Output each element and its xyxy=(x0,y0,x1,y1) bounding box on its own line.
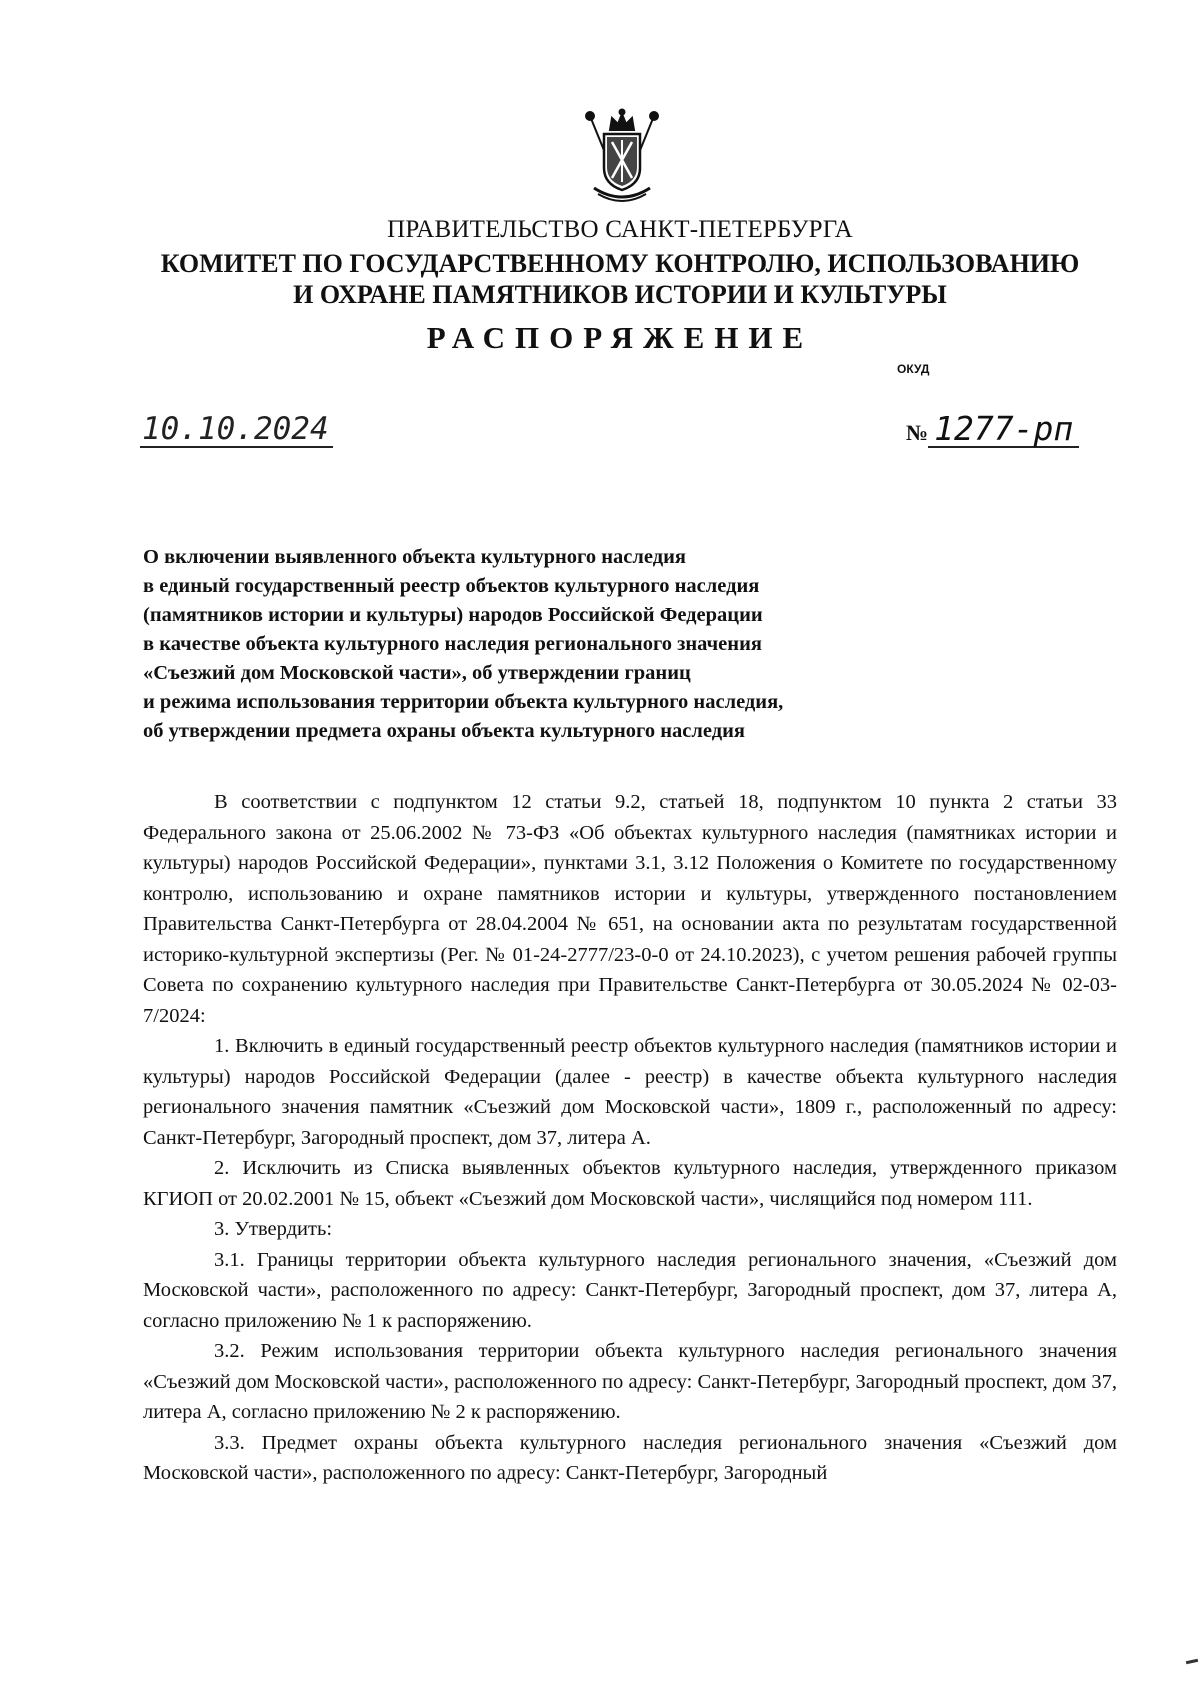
subject-line: «Съезжий дом Московской части», об утверждении границ xyxy=(143,662,691,684)
subject-line: об утверждении предмета охраны объекта культурного наследия xyxy=(143,720,745,742)
coat-of-arms-icon xyxy=(582,108,662,208)
committee-name-line-2: И ОХРАНЕ ПАМЯТНИКОВ ИСТОРИИ И КУЛЬТУРЫ xyxy=(293,280,947,309)
government-name: ПРАВИТЕЛЬСТВО САНКТ-ПЕТЕРБУРГА xyxy=(387,216,853,243)
subject-line: (памятников истории и культуры) народов Российской Федерации xyxy=(143,604,763,626)
subject-line: в единый государственный реестр объектов культурного наследия xyxy=(143,575,760,597)
scan-mark xyxy=(1186,1659,1198,1664)
document-type-title: РАСПОРЯЖЕНИЕ xyxy=(426,320,814,355)
okud-label: ОКУД xyxy=(897,362,930,376)
item-2-paragraph: 2. Исключить из Списка выявленных объектов культурного наследия, утвержденного приказом КГИОП от 20.02.2001 № 15, объект «Съезжий дом Московской части», числящийся под номером 111. xyxy=(143,1157,1117,1210)
preamble-paragraph: В соответствии с подпунктом 12 статьи 9.2, статьей 18, подпунктом 10 пункта 2 статьи 33 Федерального закона от 25.06.2002 № 73-ФЗ «Об объектах культурного наследия (памятниках истории и культуры) народов Российской Федерации», пунктами 3.1, 3.12 Положения о Комитете по государственному контролю, использованию и охране памятников истории и культуры, утвержденного постановлением Правительства Санкт-Петербурга от 28.04.2004 № 651, на основании акта по результатам государственной историко-культурной экспертизы (Рег. № 01-24-2777/23-0-0 от 24.10.2023), с учетом решения рабочей группы Совета по сохранению культурного наследия при Правительстве Санкт-Петербурга от 30.05.2024 № 02-03-7/2024: xyxy=(143,791,1117,1027)
subject-line: в качестве объекта культурного наследия регионального значения xyxy=(143,633,762,655)
subject-line: и режима использования территории объекта культурного наследия, xyxy=(143,691,784,713)
item-3-paragraph: 3. Утвердить: xyxy=(214,1218,333,1240)
item-1-paragraph: 1. Включить в единый государственный реестр объектов культурного наследия (памятников истории и культуры) народов Российской Федерации (далее - реестр) в качестве объекта культурного наследия регионального значения памятник «Съезжий дом Московской части», 1809 г., расположенный по адресу: Санкт-Петербург, Загородный проспект, дом 37, литера А. xyxy=(143,1035,1117,1149)
committee-name-line-1: КОМИТЕТ ПО ГОСУДАРСТВЕННОМУ КОНТРОЛЮ, ИСПОЛЬЗОВАНИЮ xyxy=(160,249,1080,278)
document-body xyxy=(143,787,1117,1489)
item-3-3-paragraph: 3.3. Предмет охраны объекта культурного наследия регионального значения «Съезжий дом Московской части», расположенного по адресу: Санкт-Петербург, Загородный xyxy=(143,1431,1117,1484)
document-number xyxy=(906,409,1079,450)
item-3-2-paragraph: 3.2. Режим использования территории объекта культурного наследия регионального значения «Съезжий дом Московской части», расположенного по адресу: Санкт-Петербург, Загородный проспект, дом 37, литера А, согласно приложению № 2 к распоряжению. xyxy=(143,1340,1117,1423)
number-sign: № xyxy=(906,420,929,445)
document-date: 10.10.2024 xyxy=(140,412,333,448)
subject-line: О включении выявленного объекта культурного наследия xyxy=(143,546,686,568)
committee-name xyxy=(0,248,1200,310)
item-3-1-paragraph: 3.1. Границы территории объекта культурного наследия регионального значения, «Съезжий дом Московской части», расположенного по адресу: Санкт-Петербург, Загородный проспект, дом 37, литера А, согласно приложению № 1 к распоряжению. xyxy=(143,1248,1117,1332)
document-subject xyxy=(143,543,943,746)
document-number-value: 1277-рп xyxy=(928,412,1079,448)
